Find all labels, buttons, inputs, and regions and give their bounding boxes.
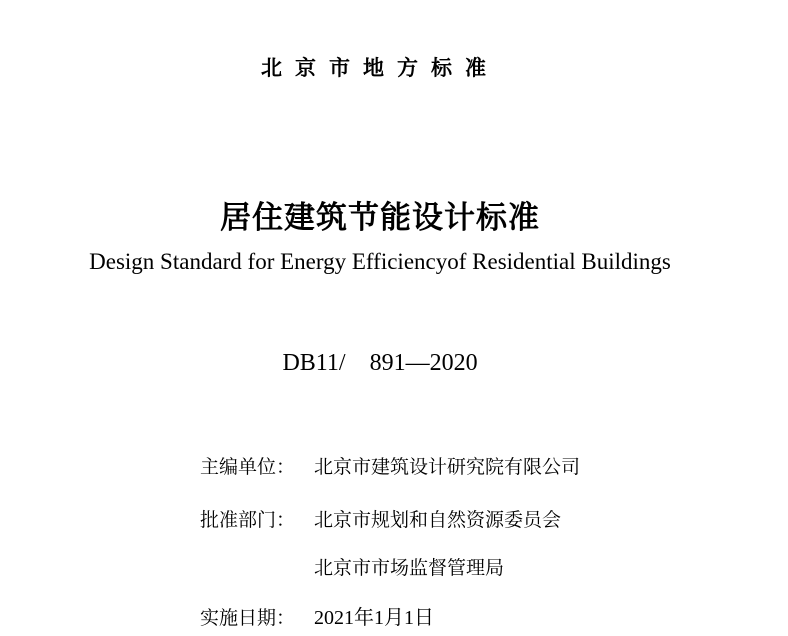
date-row bbox=[200, 601, 434, 630]
standard-code-prefix: DB11/ bbox=[282, 350, 346, 376]
editor-row bbox=[200, 452, 580, 479]
standard-type-header: 北京市地方标准 bbox=[261, 56, 499, 80]
title-chinese: 居住建筑节能设计标准 bbox=[220, 200, 540, 236]
approver-row bbox=[200, 505, 561, 532]
standard-code-number: 891—2020 bbox=[369, 350, 478, 376]
editor-label: 主编单位： bbox=[200, 456, 296, 478]
date-value: 2021年1月1日 bbox=[314, 607, 434, 629]
approver-label: 批准部门： bbox=[200, 509, 296, 531]
approver-value-1: 北京市规划和自然资源委员会 bbox=[314, 509, 562, 531]
standard-code bbox=[0, 350, 760, 377]
approver-row-2 bbox=[314, 553, 504, 580]
approver-value-2: 北京市市场监督管理局 bbox=[314, 557, 505, 579]
title-english: Design Standard for Energy Efficiencyof Residential Buildings bbox=[89, 249, 671, 274]
editor-value: 北京市建筑设计研究院有限公司 bbox=[314, 456, 581, 478]
date-label: 实施日期： bbox=[200, 607, 296, 629]
standard-code-gap bbox=[346, 350, 370, 376]
